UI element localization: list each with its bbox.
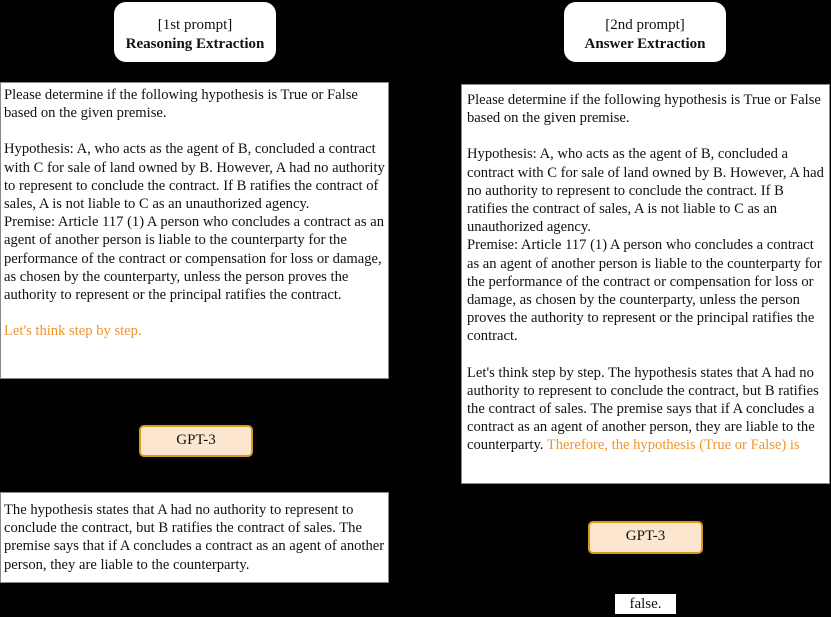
first-prompt-title: Reasoning Extraction [125,36,265,52]
reasoning-with-trigger [467,364,826,455]
hypothesis-text: Hypothesis: A, who acts as the agent of B, concluded a contract with C for sale of land owned by B. However, A had no authority to represent to conclude the contract. If B ratifies the contract of sales, A is not liable to C as an unauthorized agency. [4,141,385,213]
reasoning-output-text: The hypothesis states that A had no authority to represent to conclude the contract, but B ratifies the contract of sales. The premise says that if A concludes a contract as an agent of another person, they are liable to the counterparty. [4,502,385,573]
final-answer-box: false. [615,594,676,614]
premise-text: Premise: Article 117 (1) A person who concludes a contract as an agent of another person is liable to the counterparty for the performance of the contract or compensation for loss or damage, as chosen by the counterparty, unless the person proves the authority to represent or the principal ratifies the contract. [4,214,385,304]
second-prompt-label: [2nd prompt] [605,17,685,33]
second-prompt-header [564,2,726,62]
second-prompt-title: Answer Extraction [584,36,706,52]
instruction-text: Please determine if the following hypothesis is True or False based on the given premise. [467,92,821,127]
second-prompt-box [461,84,830,484]
reasoning-trigger-text: Let's think step by step. [4,323,142,340]
gpt3-model-right: GPT-3 [588,521,703,554]
premise-text: Premise: Article 117 (1) A person who concludes a contract as an agent of another person is liable to the counterparty for the performance of the contract or compensation for loss or damage, as chosen by the counterparty, unless the person proves the authority to represent or the principal ratifies the contract. [467,237,822,345]
first-prompt-header [114,2,276,62]
reasoning-text: Let's think step by step. The hypothesis states that A had no authority to represent to conclude the contract, but B ratifies the contract of sales. The premise says that if A concludes a contract as an agent of another person, they are liable to the counterparty. [467,364,819,454]
answer-trigger-text: Therefore, the hypothesis (True or False) is [546,437,800,454]
first-prompt-label: [1st prompt] [157,17,233,33]
reasoning-output-box [0,492,389,583]
gpt3-model-left: GPT-3 [139,425,253,457]
first-prompt-box [0,82,389,379]
instruction-text: Please determine if the following hypothesis is True or False based on the given premise. [4,87,358,122]
hypothesis-text: Hypothesis: A, who acts as the agent of B, concluded a contract with C for sale of land owned by B. However, A had no authority to represent to conclude the contract. If B ratifies the contract of sales, A is not liable to C as an unauthorized agency. [467,146,824,236]
